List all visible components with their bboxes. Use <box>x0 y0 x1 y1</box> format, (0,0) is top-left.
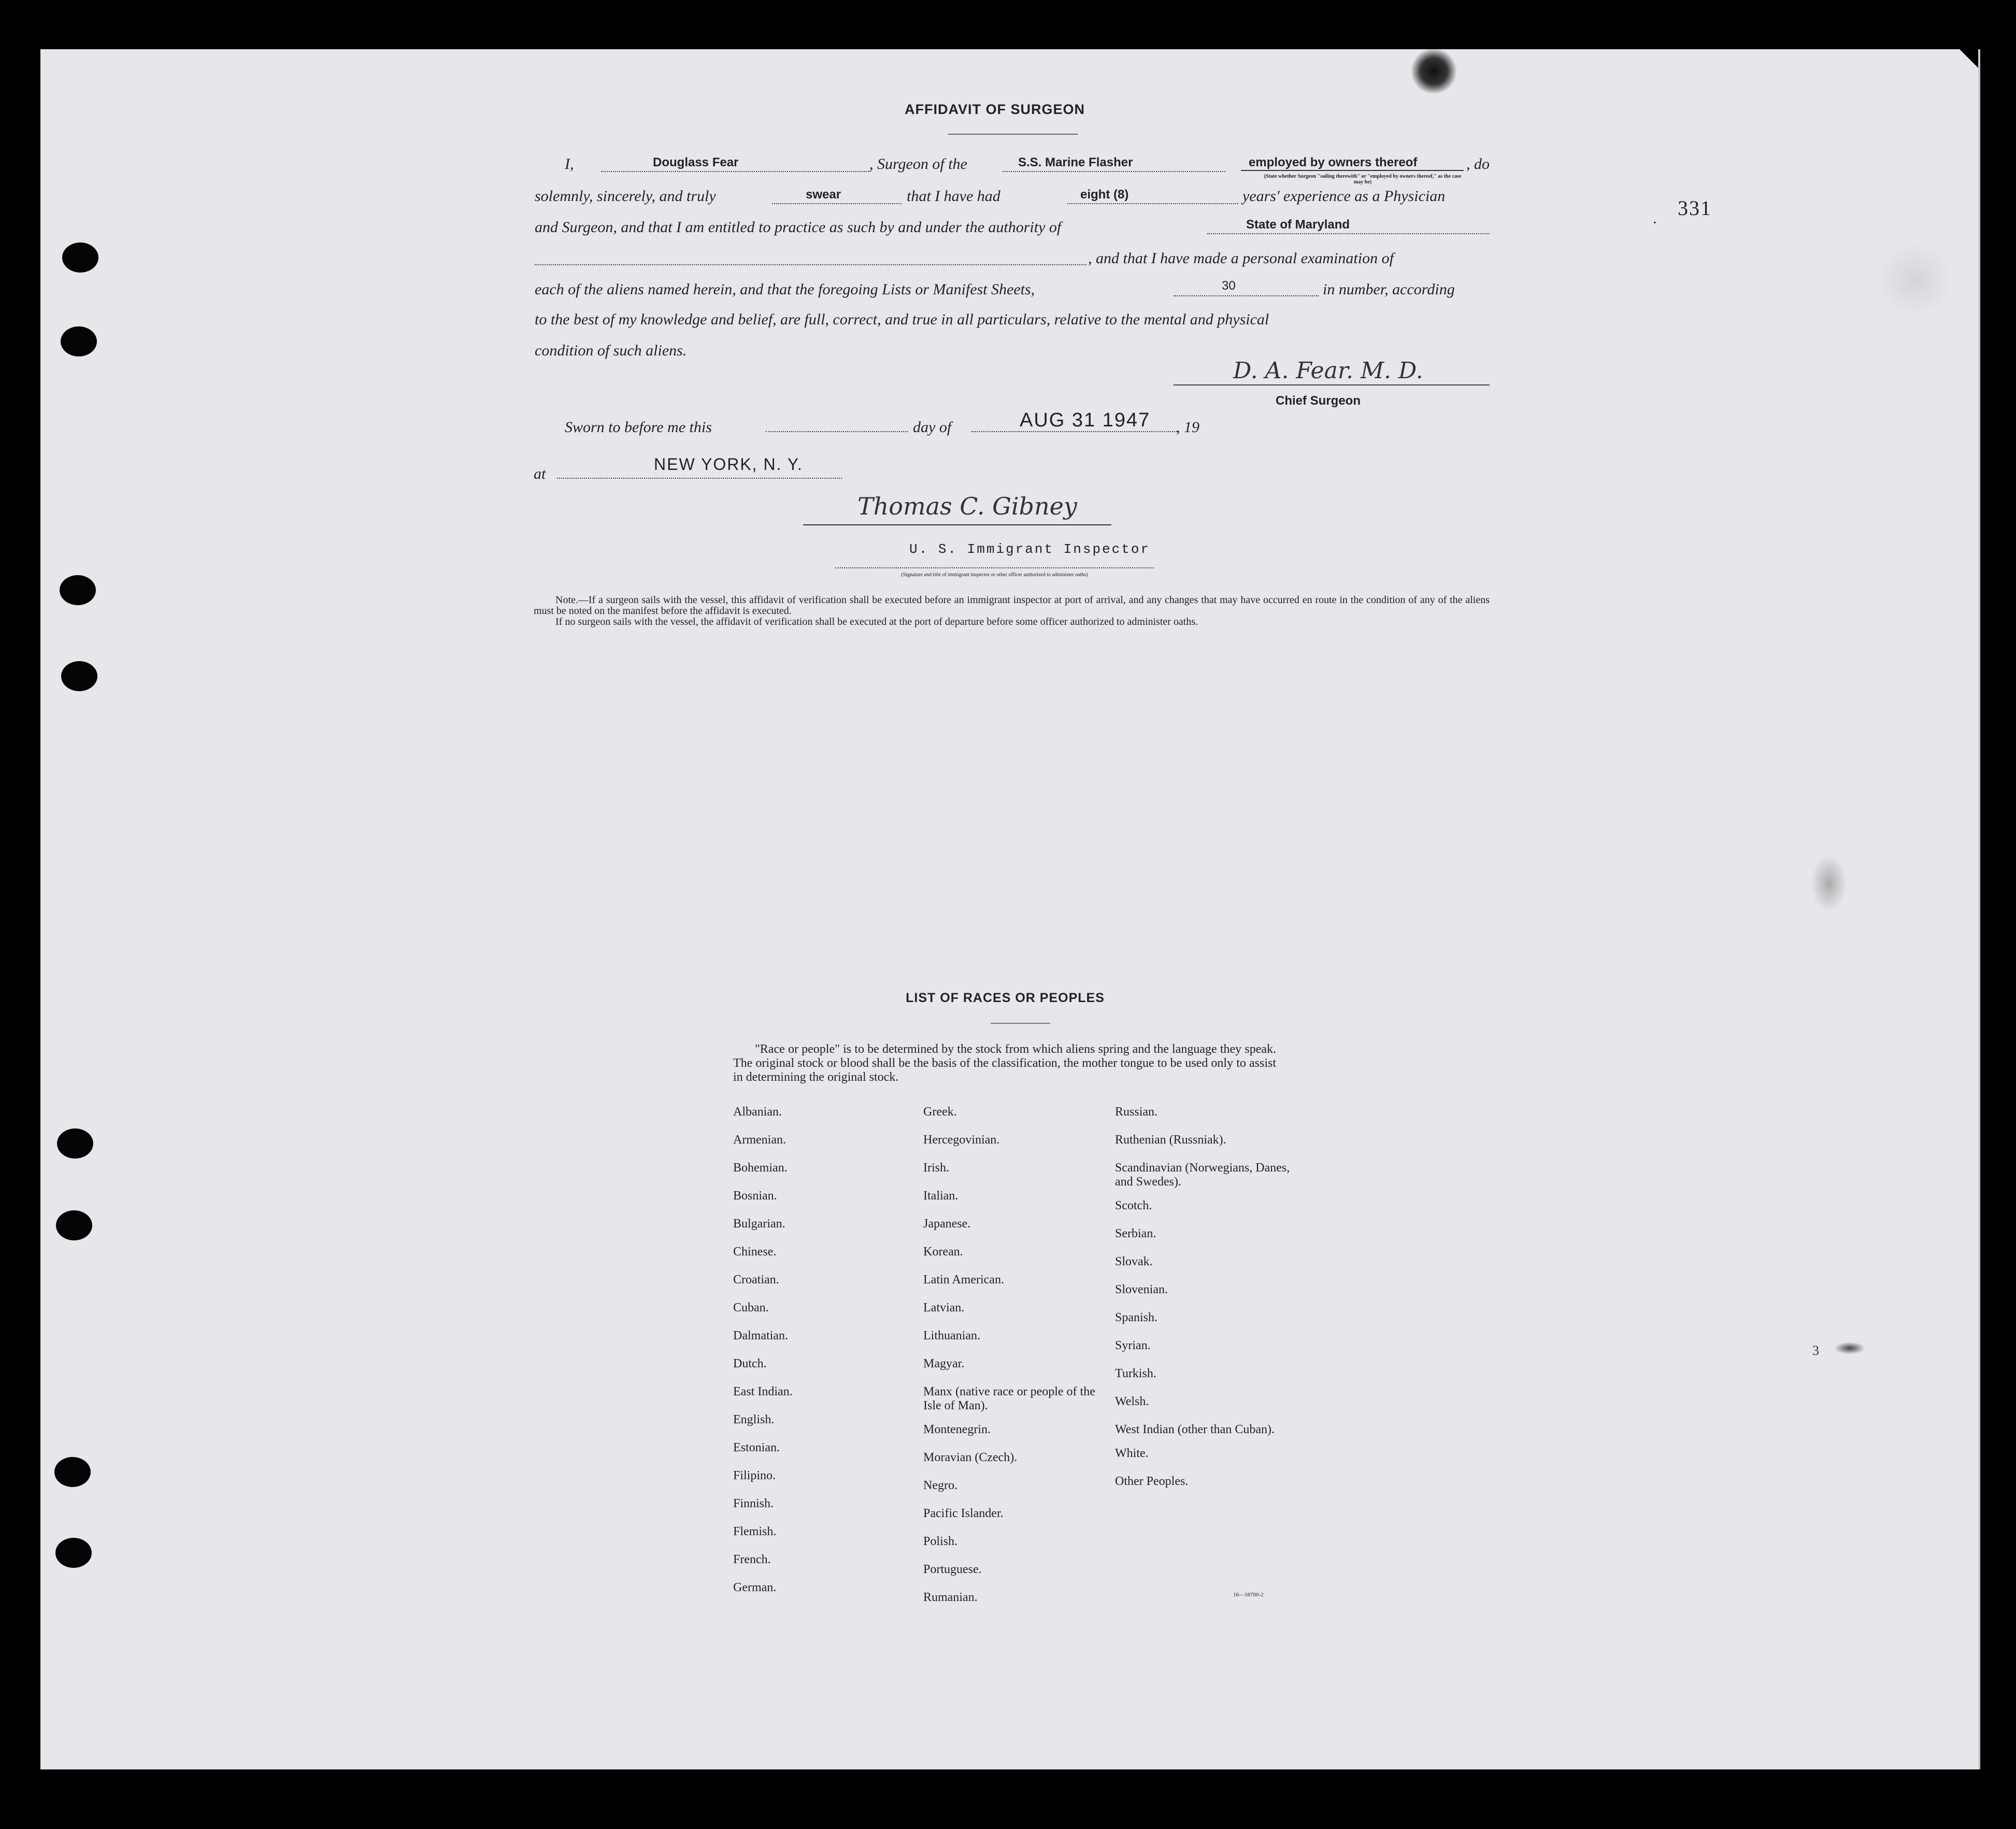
form-number: 16—18700-2 <box>1233 1592 1264 1598</box>
text-solemnly: solemnly, sincerely, and truly <box>535 188 716 205</box>
race-item: East Indian. <box>733 1385 793 1398</box>
mark-dot: . <box>1653 210 1657 227</box>
races-column-3 <box>1115 1105 1302 1503</box>
race-item: Montenegrin. <box>923 1423 991 1436</box>
affidavit-title: AFFIDAVIT OF SURGEON <box>905 102 1085 117</box>
race-item: Bulgarian. <box>733 1217 785 1231</box>
race-item: Greek. <box>923 1105 957 1119</box>
race-item: Rumanian. <box>923 1591 978 1604</box>
race-item: Scandinavian (Norwegians, Danes, and Swedes). <box>1115 1161 1290 1189</box>
torn-corner <box>1960 49 1978 68</box>
race-item: Welsh. <box>1115 1395 1149 1408</box>
text-manifest: each of the aliens named herein, and that the foregoing Lists or Manifest Sheets, <box>535 281 1035 298</box>
races-intro: "Race or people" is to be determined by the stock from which aliens spring and the language they speak. The original stock or blood shall be the basis of the classification, the mother tongue to be used only to assist in determining the original stock. <box>733 1042 1276 1084</box>
text-surgeon-of: , Surgeon of the <box>869 155 967 173</box>
race-item: French. <box>733 1553 771 1566</box>
race-item: Chinese. <box>733 1245 777 1259</box>
text-number: in number, according <box>1323 281 1455 298</box>
note-paragraph-2: If no surgeon sails with the vessel, the affidavit of verification shall be executed at the port of departure before some officer authorized to administer oaths. <box>555 616 1198 627</box>
punch-hole <box>57 1128 93 1159</box>
race-item: Spanish. <box>1115 1311 1158 1324</box>
race-item: Ruthenian (Russniak). <box>1115 1133 1226 1147</box>
race-item: Moravian (Czech). <box>923 1451 1018 1464</box>
margin-mark: 3 <box>1812 1343 1819 1358</box>
races-column-1 <box>733 1105 889 1609</box>
text-condition: condition of such aliens. <box>535 342 687 359</box>
place-stamp: NEW YORK, N. Y. <box>654 455 803 474</box>
vessel-name: S.S. Marine Flasher <box>1018 155 1133 169</box>
race-item: German. <box>733 1581 777 1594</box>
race-item: Other Peoples. <box>1115 1475 1189 1488</box>
title-underline <box>948 134 1078 135</box>
page-number: 331 <box>1678 196 1712 220</box>
race-item: Armenian. <box>733 1133 786 1147</box>
punch-hole <box>60 575 96 605</box>
race-item: Latin American. <box>923 1273 1004 1287</box>
race-item: Polish. <box>923 1535 958 1548</box>
race-item: White. <box>1115 1447 1149 1460</box>
surgeon-signature: D. A. Fear. M. D. <box>1233 358 1423 384</box>
race-item: Korean. <box>923 1245 963 1259</box>
race-item: Hercegovinian. <box>923 1133 1000 1147</box>
race-item: Japanese. <box>923 1217 971 1231</box>
note-paragraph-1: Note.—If a surgeon sails with the vessel, this affidavit of verification shall be executed before an immigrant inspector at port of arrival, and any changes that may have occurred en route in the condition of any of the aliens must be noted on the manifest before the affidavit is executed. <box>534 594 1490 617</box>
punch-hole <box>61 661 97 691</box>
race-item: Negro. <box>923 1479 957 1492</box>
surgeon-name: Douglass Fear <box>653 155 739 169</box>
paper-stain <box>1876 244 1953 316</box>
race-item: Croatian. <box>733 1273 779 1287</box>
inspector-caption: (Signature and title of immigrant inspector or other officer authorized to administer oaths) <box>901 572 1088 578</box>
text-sworn: Sworn to before me this <box>565 419 712 436</box>
authority: State of Maryland <box>1246 218 1350 232</box>
text-at: at <box>534 465 546 482</box>
margin-smudge <box>1811 855 1847 912</box>
race-item: Filipino. <box>733 1469 776 1482</box>
date-stamp: AUG 31 1947 <box>1020 409 1151 431</box>
race-item: Russian. <box>1115 1105 1158 1119</box>
years-experience: eight (8) <box>1080 188 1129 202</box>
race-item: Pacific Islander. <box>923 1507 1004 1520</box>
race-item: Portuguese. <box>923 1563 982 1576</box>
race-item: Slovenian. <box>1115 1283 1168 1296</box>
punch-hole <box>54 1457 91 1487</box>
employment-note: (State whether Surgeon "sailing therewith" or "employed by owners thereof," as the case may be) <box>1264 174 1462 185</box>
margin-smudge <box>1834 1342 1865 1354</box>
text-belief: to the best of my knowledge and belief, are full, correct, and true in all particulars, relative to the mental and physical <box>535 311 1269 328</box>
race-item: Turkish. <box>1115 1367 1156 1380</box>
race-item: Syrian. <box>1115 1339 1151 1352</box>
text-years: years' experience as a Physician <box>1242 188 1446 205</box>
race-item: Finnish. <box>733 1497 774 1510</box>
race-item: Slovak. <box>1115 1255 1153 1268</box>
text-examination: , and that I have made a personal examination of <box>1088 250 1394 267</box>
races-column-2 <box>923 1105 1099 1619</box>
text-day-of: day of <box>913 419 952 436</box>
race-item: West Indian (other than Cuban). <box>1115 1423 1275 1436</box>
race-item: Dutch. <box>733 1357 767 1370</box>
punch-hole <box>61 326 97 356</box>
race-item: Bosnian. <box>733 1189 777 1203</box>
chief-surgeon-title: Chief Surgeon <box>1276 394 1361 408</box>
text-year-prefix: , 19 <box>1176 419 1199 436</box>
punch-hole <box>62 242 98 273</box>
race-item: Bohemian. <box>733 1161 788 1175</box>
race-item: Latvian. <box>923 1301 965 1314</box>
race-item: Manx (native race or people of the Isle of Man). <box>923 1385 1095 1412</box>
race-item: Estonian. <box>733 1441 780 1454</box>
oath-word: swear <box>806 188 841 202</box>
race-item: Magyar. <box>923 1357 965 1370</box>
race-item: Dalmatian. <box>733 1329 788 1342</box>
inspector-title: U. S. Immigrant Inspector <box>909 541 1151 557</box>
sheet-count: 30 <box>1222 279 1236 293</box>
text-do: , do <box>1466 155 1490 173</box>
race-item: Serbian. <box>1115 1227 1156 1240</box>
races-title: LIST OF RACES OR PEOPLES <box>906 991 1105 1005</box>
race-item: Lithuanian. <box>923 1329 980 1342</box>
punch-hole <box>56 1210 92 1240</box>
race-item: Italian. <box>923 1189 959 1203</box>
race-item: Scotch. <box>1115 1199 1152 1212</box>
text-have-had: that I have had <box>907 188 1000 205</box>
employment-status: employed by owners thereof <box>1249 155 1418 169</box>
race-item: Flemish. <box>733 1525 777 1538</box>
text-i: I, <box>565 155 574 173</box>
race-item: Cuban. <box>733 1301 769 1314</box>
punch-hole <box>55 1538 92 1568</box>
race-item: Irish. <box>923 1161 949 1175</box>
race-item: Albanian. <box>733 1105 782 1119</box>
inspector-signature: Thomas C. Gibney <box>857 492 1077 520</box>
text-practice: and Surgeon, and that I am entitled to practice as such by and under the authority of <box>535 219 1062 236</box>
race-item: English. <box>733 1413 775 1426</box>
ink-smudge <box>1409 49 1459 93</box>
